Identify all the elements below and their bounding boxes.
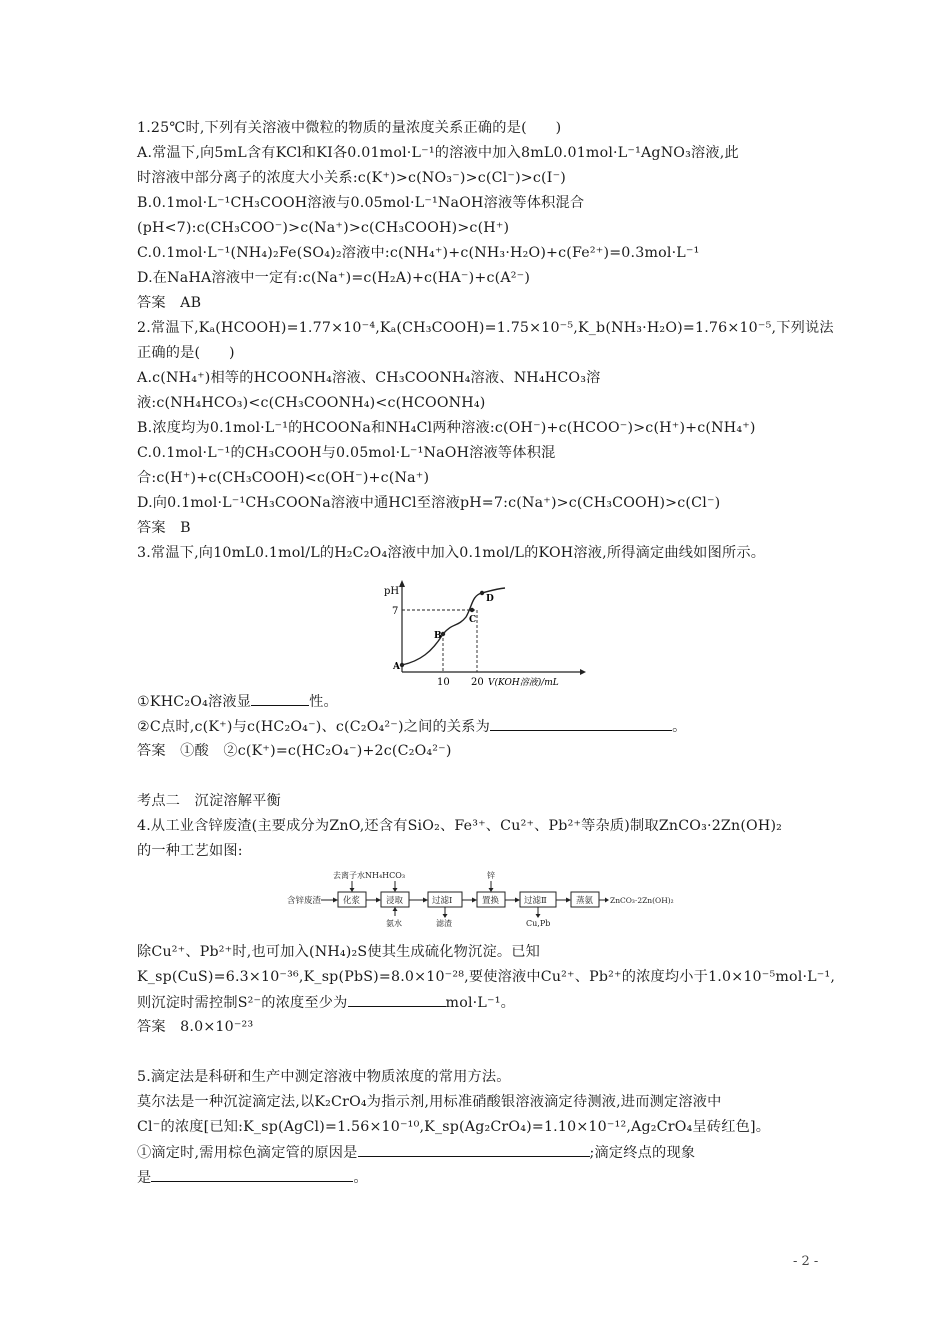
flow-input-arrowhead-2 bbox=[393, 888, 398, 892]
flow-step-3: 过滤Ⅰ bbox=[432, 896, 453, 906]
flow-arrowhead-4 bbox=[515, 898, 520, 903]
q4-answer: 答案 8.0×10⁻²³ bbox=[137, 1019, 254, 1035]
q3-part1 bbox=[137, 692, 338, 711]
flow-arrowhead-2 bbox=[423, 898, 428, 903]
q3-part1-text: ①KHC₂O₄溶液显 bbox=[137, 694, 252, 710]
x-tick-20: 20 bbox=[471, 677, 484, 688]
flow-step-2: 浸取 bbox=[386, 896, 404, 906]
q4-question-unit: mol·L⁻¹。 bbox=[445, 995, 515, 1011]
section-heading: 考点二 沉淀溶解平衡 bbox=[137, 793, 281, 809]
q2-option-a-cont: 液:c(NH₄HCO₃)<c(CH₃COONH₄)<c(HCOONH₄) bbox=[137, 395, 486, 411]
point-d-label: D bbox=[486, 594, 494, 604]
point-c-marker bbox=[470, 608, 474, 612]
point-d-marker bbox=[480, 591, 484, 595]
q5-ksp: Cl⁻的浓度[已知:K_sp(AgCl)=1.56×10⁻¹⁰,K_sp(Ag₂CrO₄)=1.10×10⁻¹²,Ag₂CrO₄呈砖红色]。 bbox=[137, 1119, 771, 1135]
q5-method: 莫尔法是一种沉淀滴定法,以K₂CrO₄为指示剂,用标准硝酸银溶液滴定待测液,进而测定溶液中 bbox=[137, 1094, 722, 1110]
flow-arrowhead-0 bbox=[333, 898, 338, 903]
flow-top-label-1: 去离子水NH₄HCO₃ bbox=[333, 871, 406, 880]
q2-option-c: C.0.1mol·L⁻¹的CH₃COOH与0.05mol·L⁻¹NaOH溶液等体积混 bbox=[137, 445, 556, 461]
q3-part2-blank[interactable] bbox=[490, 717, 672, 731]
y-axis-label: pH bbox=[384, 586, 400, 597]
q5-part1-cont-text: 是 bbox=[137, 1170, 152, 1186]
q5-part1-blank[interactable] bbox=[358, 1143, 590, 1157]
q1-option-d: D.在NaHA溶液中一定有:c(Na⁺)=c(H₂A)+c(HA⁻)+c(A²⁻) bbox=[137, 270, 531, 286]
q1-option-a-cont: 时溶液中部分离子的浓度大小关系:c(K⁺)>c(NO₃⁻)>c(Cl⁻)>c(I⁻) bbox=[137, 170, 567, 186]
q3-part2 bbox=[137, 717, 686, 736]
q2-stem: 2.常温下,Kₐ(HCOOH)=1.77×10⁻⁴,Kₐ(CH₃COOH)=1.75×10⁻⁵,K_b(NH₃·H₂O)=1.76×10⁻⁵,下列说法 bbox=[137, 320, 834, 336]
q3-stem: 3.常温下,向10mL0.1mol/L的H₂C₂O₄溶液中加入0.1mol/L的KOH溶液,所得滴定曲线如图所示。 bbox=[137, 545, 766, 561]
q1-answer: 答案 AB bbox=[137, 295, 202, 311]
flow-step-6: 蒸氨 bbox=[576, 896, 594, 906]
q5-part1-cont-blank[interactable] bbox=[151, 1168, 353, 1182]
q4-stem: 4.从工业含锌废渣(主要成分为ZnO,还含有SiO₂、Fe³⁺、Cu²⁺、Pb²⁺等杂质)制取ZnCO₃·2Zn(OH)₂ bbox=[137, 818, 783, 834]
x-tick-10: 10 bbox=[437, 677, 450, 688]
titration-curve-chart bbox=[380, 577, 590, 689]
x-axis-label: V(KOH溶液)/mL bbox=[488, 678, 559, 688]
q2-option-a: A.c(NH₄⁺)相等的HCOONH₄溶液、CH₃COONH₄溶液、NH₄HCO₃溶 bbox=[137, 370, 601, 386]
q1-stem: 1.25℃时,下列有关溶液中微粒的物质的量浓度关系正确的是( ) bbox=[137, 120, 562, 136]
y-axis-arrow bbox=[399, 580, 405, 587]
flow-bottom-label-2: 滤渣 bbox=[436, 919, 452, 928]
q4-answer-blank[interactable] bbox=[348, 993, 446, 1007]
flow-arrowhead-1 bbox=[376, 898, 381, 903]
flow-start: 含锌废渣 bbox=[287, 896, 322, 906]
flow-top-label-2: 锌 bbox=[487, 871, 495, 880]
flow-input-arrowhead-4 bbox=[393, 907, 398, 911]
q1-option-a: A.常温下,向5mL含有KCl和KI各0.01mol·L⁻¹的溶液中加入8mL0.01mol·L⁻¹AgNO₃溶液,此 bbox=[137, 145, 739, 161]
flow-arrowhead-5 bbox=[566, 898, 571, 903]
flow-input-arrowhead-1 bbox=[350, 888, 355, 892]
q1-option-b-cont: (pH<7):c(CH₃COO⁻)>c(Na⁺)>c(CH₃COOH)>c(H⁺) bbox=[137, 220, 510, 236]
q5-part1-cont bbox=[137, 1168, 368, 1187]
q5-part1-text: ①滴定时,需用棕色滴定管的原因是 bbox=[137, 1145, 358, 1161]
q4-stem-cont: 的一种工艺如图: bbox=[137, 843, 243, 859]
q2-stem-cont: 正确的是( ) bbox=[137, 345, 235, 361]
q2-option-d: D.向0.1mol·L⁻¹CH₃COONa溶液中通HCl至溶液pH=7:c(Na⁺)>c(CH₃COOH)>c(Cl⁻) bbox=[137, 495, 721, 511]
q5-part1-cont-suffix: 。 bbox=[353, 1170, 368, 1186]
flow-bottom-label-1: 氨水 bbox=[386, 919, 402, 928]
flow-arrowhead-6 bbox=[605, 898, 609, 903]
q2-answer: 答案 B bbox=[137, 520, 191, 536]
flow-output-arrowhead-2 bbox=[536, 914, 541, 918]
flow-step-1: 化浆 bbox=[343, 896, 361, 906]
flow-output-arrowhead-1 bbox=[443, 914, 448, 918]
flow-arrowhead-3 bbox=[472, 898, 477, 903]
q3-part1-blank[interactable] bbox=[251, 692, 309, 706]
x-axis-arrow bbox=[580, 669, 586, 675]
page-number: - 2 - bbox=[793, 1254, 819, 1269]
q3-answer: 答案 ①酸 ②c(K⁺)=c(HC₂O₄⁻)+2c(C₂O₄²⁻) bbox=[137, 743, 452, 759]
q2-option-c-cont: 合:c(H⁺)+c(CH₃COOH)<c(OH⁻)+c(Na⁺) bbox=[137, 470, 430, 486]
y-tick-7: 7 bbox=[392, 606, 399, 617]
q1-option-c: C.0.1mol·L⁻¹(NH₄)₂Fe(SO₄)₂溶液中:c(NH₄⁺)+c(NH₃·H₂O)+c(Fe²⁺)=0.3mol·L⁻¹ bbox=[137, 245, 700, 261]
flow-bottom-label-3: Cu,Pb bbox=[526, 919, 551, 928]
flow-product: ZnCO₃·2Zn(OH)₂ bbox=[610, 896, 674, 905]
q4-question-text: 则沉淀时需控制S²⁻的浓度至少为 bbox=[137, 995, 348, 1011]
q5-part1-suffix: ;滴定终点的现象 bbox=[589, 1145, 696, 1161]
q4-ksp: K_sp(CuS)=6.3×10⁻³⁶,K_sp(PbS)=8.0×10⁻²⁸,要使溶液中Cu²⁺、Pb²⁺的浓度均小于1.0×10⁻⁵mol·L⁻¹, bbox=[137, 969, 836, 985]
q3-part2-text: ②C点时,c(K⁺)与c(HC₂O₄⁻)、c(C₂O₄²⁻)之间的关系为 bbox=[137, 719, 491, 735]
q3-part1-suffix: 性。 bbox=[309, 694, 338, 710]
point-c-label: C bbox=[469, 615, 477, 625]
q2-option-b: B.浓度均为0.1mol·L⁻¹的HCOONa和NH₄Cl两种溶液:c(OH⁻)+c(HCOO⁻)>c(H⁺)+c(NH₄⁺) bbox=[137, 420, 756, 436]
point-b-label: B bbox=[434, 631, 442, 641]
flow-step-4: 置换 bbox=[482, 896, 500, 906]
flow-input-arrowhead-3 bbox=[489, 888, 494, 892]
q3-part2-suffix: 。 bbox=[672, 719, 687, 735]
q4-condition: 除Cu²⁺、Pb²⁺时,也可加入(NH₄)₂S使其生成硫化物沉淀。已知 bbox=[137, 944, 540, 960]
process-flowchart bbox=[283, 868, 674, 930]
q4-question bbox=[137, 993, 515, 1012]
flow-step-5: 过滤Ⅱ bbox=[524, 896, 547, 906]
q5-part1 bbox=[137, 1143, 695, 1162]
q5-stem: 5.滴定法是科研和生产中测定溶液中物质浓度的常用方法。 bbox=[137, 1069, 511, 1085]
point-a-marker bbox=[400, 663, 404, 667]
point-a-label: A bbox=[393, 662, 400, 672]
q1-option-b: B.0.1mol·L⁻¹CH₃COOH溶液与0.05mol·L⁻¹NaOH溶液等体积混合 bbox=[137, 195, 585, 211]
